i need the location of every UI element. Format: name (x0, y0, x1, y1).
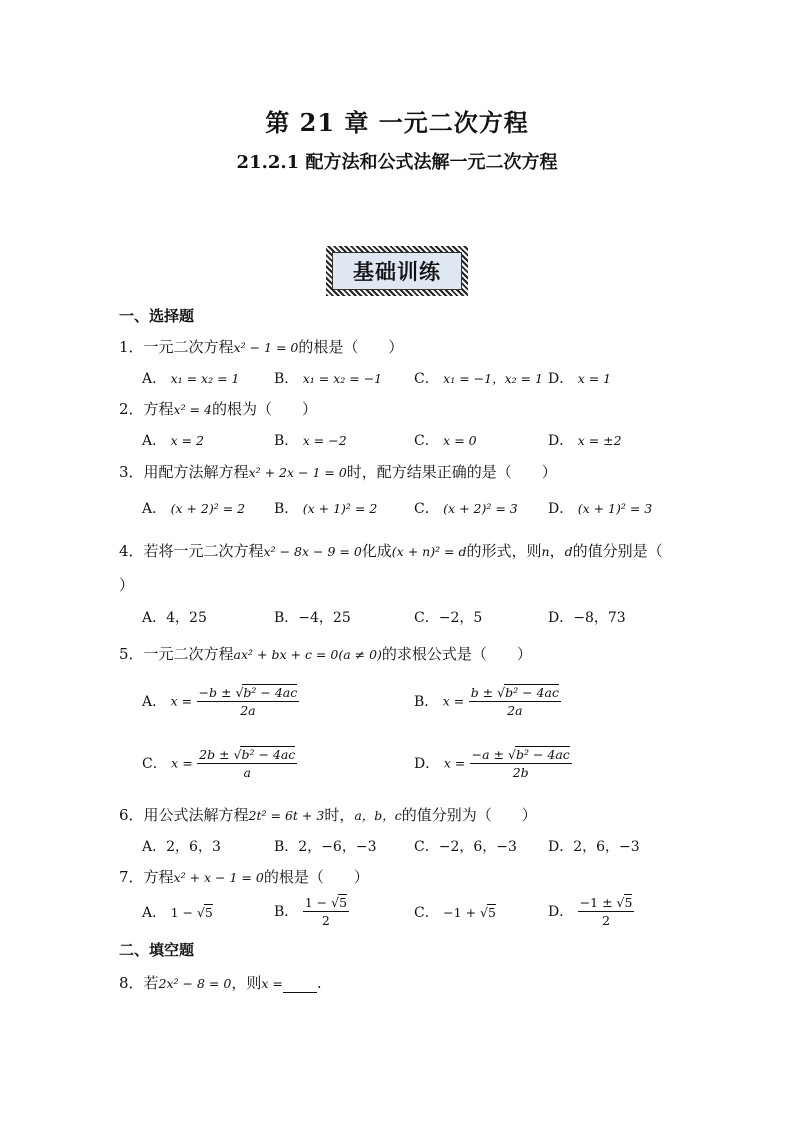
option-label: B． (274, 433, 299, 449)
option-label: D． (548, 501, 574, 517)
question-3-text: 3．用配方法解方程 (119, 463, 249, 481)
q3-option-d[interactable] (548, 498, 652, 518)
option-label: A． (142, 610, 167, 626)
variable-d: d (564, 544, 573, 559)
question-7-text-end: 的根是（ ） (263, 868, 369, 886)
option-value: x = 0 (443, 433, 477, 448)
formula-lhs: x = (171, 755, 193, 771)
option-label: C． (142, 756, 167, 772)
q1-option-d[interactable] (548, 368, 611, 388)
q6-option-c[interactable] (414, 836, 517, 856)
question-4-equation: x² − 8x − 9 = 0 (263, 544, 362, 559)
q2-option-b[interactable] (274, 430, 347, 450)
option-value: x = −2 (302, 433, 347, 448)
radical-sign: √ (233, 747, 242, 762)
page-subtitle: 21.2.1 配方法和公式法解一元二次方程 (236, 152, 558, 173)
question-4-text-mid: 化成 (361, 542, 392, 560)
q6-option-a[interactable] (142, 836, 221, 856)
question-1-equation: x² − 1 = 0 (233, 340, 299, 355)
question-2 (119, 398, 317, 419)
denominator: a (243, 765, 251, 780)
option-value: −4，25 (298, 610, 351, 626)
option-value: 4，25 (166, 610, 207, 626)
question-6-text-mid: 时， (324, 806, 355, 824)
denominator: 2a (240, 703, 256, 718)
question-5-equation: ax² + bx + c = 0(a ≠ 0) (233, 647, 382, 662)
q5-option-d[interactable] (414, 746, 572, 780)
option-value: x₁ = x₂ = 1 (170, 371, 240, 386)
option-value: (x + 1)² = 3 (577, 501, 653, 516)
radicand: 5 (204, 905, 213, 920)
question-1 (119, 336, 403, 357)
option-label: C． (414, 371, 439, 387)
q6-option-b[interactable] (274, 836, 376, 856)
question-6-equation: 2t² = 6t + 3 (248, 808, 325, 823)
formula-lhs: x = (170, 693, 193, 709)
question-2-text-end: 的根为（ ） (211, 400, 317, 418)
question-5 (119, 643, 532, 664)
radical-sign: √ (480, 905, 488, 920)
option-value: (x + 1)² = 2 (302, 501, 378, 516)
question-1-text: 1．一元二次方程 (119, 338, 234, 356)
option-value: −8，73 (573, 610, 626, 626)
question-3-equation: x² + 2x − 1 = 0 (248, 465, 347, 480)
question-5-text: 5．一元二次方程 (119, 645, 234, 663)
option-label: D． (548, 904, 574, 920)
option-value: (x + 2)² = 2 (170, 501, 246, 516)
question-4-text-mid2: 的形式，则 (466, 542, 542, 560)
q7-option-c[interactable] (414, 902, 496, 922)
question-6-variables: a，b，c (354, 808, 402, 823)
q7-option-d[interactable] (548, 894, 634, 928)
radicand: b² − 4ac (515, 747, 570, 762)
question-8-text: 8．若 (119, 974, 159, 992)
option-value: x = 1 (577, 371, 612, 386)
section-badge (326, 246, 468, 296)
option-fraction (578, 894, 635, 928)
question-5-text-end: 的求根公式是（ ） (381, 645, 532, 663)
option-value: −2，6，−3 (438, 839, 517, 855)
option-label: D． (548, 433, 574, 449)
radical-sign: √ (508, 747, 516, 762)
option-label: B． (274, 501, 299, 517)
q4-option-d[interactable] (548, 607, 626, 627)
option-label: D． (414, 756, 440, 772)
radical-sign: √ (497, 685, 506, 700)
question-6 (119, 804, 537, 825)
section-heading-fill: 二、填空题 (119, 941, 195, 959)
q1-option-c[interactable] (414, 368, 543, 388)
radicand: b² − 4ac (243, 685, 298, 700)
formula-fraction (197, 684, 300, 718)
badge-label: 基础训练 (332, 252, 462, 290)
separator: ， (549, 542, 565, 560)
option-label: C． (414, 905, 439, 921)
section-heading-choice: 一、选择题 (119, 307, 195, 325)
question-4 (119, 540, 663, 561)
question-8 (119, 972, 322, 993)
q3-option-a[interactable] (142, 498, 245, 518)
q1-option-b[interactable] (274, 368, 382, 388)
q1-option-a[interactable] (142, 368, 240, 388)
q2-option-d[interactable] (548, 430, 622, 450)
radicand: b² − 4ac (505, 685, 559, 700)
q7-option-b[interactable] (274, 894, 349, 928)
option-label: A． (142, 905, 167, 921)
option-label: B． (274, 371, 299, 387)
numerator-part: −1 ± (579, 895, 617, 910)
option-label: B． (274, 839, 299, 855)
question-6-text: 6．用公式法解方程 (119, 806, 249, 824)
option-label: C． (414, 610, 439, 626)
radicand: 5 (624, 895, 633, 910)
option-label: A． (142, 694, 167, 710)
option-fraction (303, 894, 349, 928)
question-4-line-2: ） (119, 576, 135, 594)
formula-fraction (469, 684, 561, 718)
q5-option-c[interactable] (142, 746, 297, 780)
denominator: 2a (507, 703, 523, 718)
radical-sign: √ (235, 685, 244, 700)
question-8-text-mid: ，则 (231, 974, 262, 992)
q3-option-c[interactable] (414, 498, 518, 518)
option-value: −2，5 (438, 610, 483, 626)
option-label: A． (142, 839, 167, 855)
option-value: −1 + (443, 905, 481, 920)
question-4-text-end: 的值分别是（ (572, 542, 663, 560)
formula-fraction (197, 746, 297, 780)
formula-lhs: x = (442, 693, 465, 709)
q2-option-a[interactable] (142, 430, 204, 450)
radical-sign: √ (616, 895, 625, 910)
question-3-text-end: 时，配方结果正确的是（ ） (346, 463, 557, 481)
question-4-text: 4．若将一元二次方程 (119, 542, 264, 560)
numerator-part: 1 − (304, 895, 332, 910)
radical-sign: √ (331, 895, 340, 910)
option-label: B． (274, 610, 299, 626)
option-value: 1 − (170, 905, 197, 920)
denominator: 2b (512, 765, 529, 780)
q7-option-a[interactable] (142, 902, 213, 922)
question-2-equation: x² = 4 (173, 402, 212, 417)
option-label: A． (142, 501, 167, 517)
option-value: (x + 2)² = 3 (443, 501, 518, 516)
answer-blank[interactable] (283, 978, 317, 993)
denominator: 2 (602, 913, 611, 928)
option-value: 2，6，3 (166, 839, 221, 855)
option-label: C． (414, 839, 439, 855)
question-7-text: 7．方程 (119, 868, 174, 886)
numerator-part: 2b ± (199, 747, 234, 762)
variable-n: n (541, 544, 550, 559)
q2-option-c[interactable] (414, 430, 477, 450)
option-label: C． (414, 501, 439, 517)
question-8-text-end: . (316, 974, 322, 992)
option-label: B． (414, 694, 439, 710)
radicand: 5 (339, 895, 348, 910)
q5-option-b[interactable] (414, 684, 561, 718)
radical-sign: √ (196, 905, 205, 920)
numerator-part: −b ± (198, 685, 236, 700)
question-6-text-end: 的值分别为（ ） (401, 806, 537, 824)
formula-lhs: x = (443, 755, 466, 771)
numerator-part: b ± (470, 685, 498, 700)
question-7-equation: x² + x − 1 = 0 (173, 870, 264, 885)
radicand: 5 (488, 905, 496, 920)
option-value: x = 2 (170, 433, 205, 448)
option-value: x₁ = x₂ = −1 (302, 371, 383, 386)
numerator-part: −a ± (471, 747, 508, 762)
option-value: 2，6，−3 (573, 839, 640, 855)
option-label: B． (274, 904, 299, 920)
question-8-equation: 2x² − 8 = 0 (158, 976, 232, 991)
question-8-lhs: x = (261, 976, 283, 991)
question-3 (119, 461, 557, 482)
formula-fraction (470, 746, 572, 780)
q5-option-a[interactable] (142, 684, 299, 718)
q6-option-d[interactable] (548, 836, 640, 856)
question-4-form: (x + n)² = d (391, 544, 467, 559)
option-value: x₁ = −1，x₂ = 1 (443, 371, 544, 386)
option-label: A． (142, 433, 167, 449)
option-value: 2，−6，−3 (298, 839, 377, 855)
page-title: 第 21 章 一元二次方程 (265, 108, 529, 137)
denominator: 2 (321, 913, 330, 928)
q3-option-b[interactable] (274, 498, 377, 518)
option-label: C． (414, 433, 439, 449)
option-label: D． (548, 839, 574, 855)
option-label: D． (548, 371, 574, 387)
q4-option-a[interactable] (142, 607, 207, 627)
question-1-text-end: 的根是（ ） (298, 338, 404, 356)
question-2-text: 2．方程 (119, 400, 174, 418)
q4-option-b[interactable] (274, 607, 351, 627)
radicand: b² − 4ac (241, 747, 296, 762)
option-label: A． (142, 371, 167, 387)
option-value: x = ±2 (577, 433, 622, 448)
option-label: D． (548, 610, 574, 626)
q4-option-c[interactable] (414, 607, 482, 627)
question-7 (119, 866, 369, 887)
